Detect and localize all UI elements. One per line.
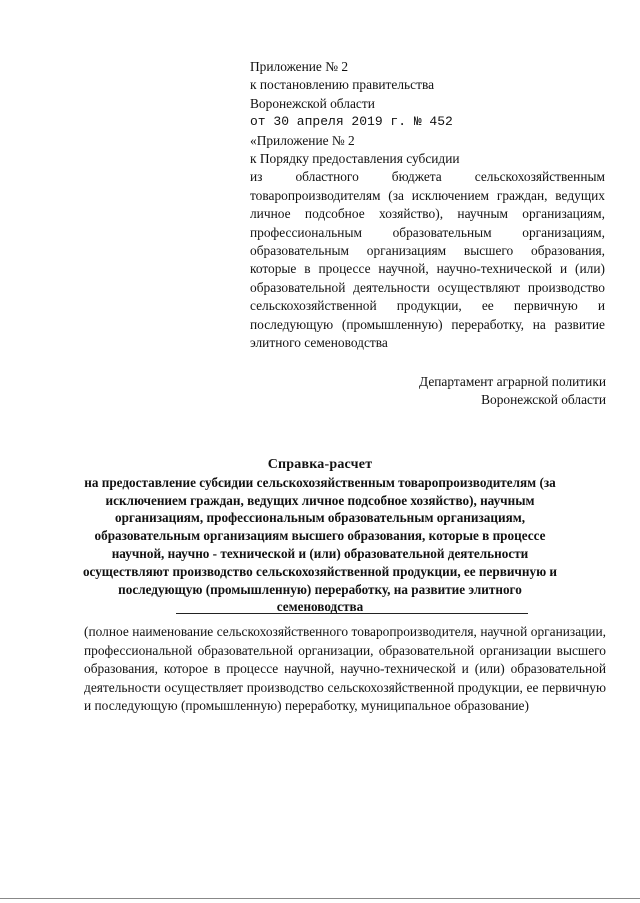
- appendix-header: [250, 58, 605, 353]
- page-bottom-edge: [0, 898, 640, 899]
- appendix-date-number: от 30 апреля 2019 г. № 452: [250, 114, 453, 130]
- appendix-procedure-ref: к Порядку предоставления субсидии: [250, 151, 460, 167]
- document-subtitle: на предоставление субсидии сельскохозяйственным товаропроизводителям (за исключением граждан, ведущих личное подсобное хозяйство), научным организациям, профессиональным образовательным организациям, образовательным организациям высшего образования, которые в процессе научной, научно - технической и (или) образовательной деятельности осуществляют производство сельскохозяйственной продукции, ее первичную и последующую (промышленную) переработку, на развитие элитного семеноводства: [82, 474, 558, 615]
- document-title-block: [82, 456, 558, 616]
- appendix-resolution-ref: к постановлению правительства: [250, 77, 435, 93]
- department-name: Департамент аграрной политики: [419, 374, 606, 389]
- document-title: Справка-расчет: [267, 457, 373, 472]
- appendix-region: Воронежской области: [250, 95, 375, 111]
- appendix-number: Приложение № 2: [250, 59, 349, 74]
- appendix-quote-number: «Приложение № 2: [250, 132, 355, 148]
- fill-in-line: [176, 613, 528, 614]
- department-block: [306, 373, 606, 408]
- department-region: Воронежской области: [481, 391, 606, 407]
- appendix-body: из областного бюджета сельскохозяйственным товаропроизводителям (за исключением граждан, ведущих личное подсобное хозяйство), научным организациям, профессиональным образовательным организациям, образовательным организациям высшего образования, которые в процессе научной, научно-технической и (или) образовательной деятельности осуществляют производство сельскохозяйственной продукции, ее первичную и последующую (промышленную) переработку, на развитие элитного семеноводства: [250, 169, 605, 351]
- fill-in-caption: (полное наименование сельскохозяйственного товаропроизводителя, научной организации, профессиональной образовательной организации, образовательной организации высшего образования, которое в процессе научной, научно-технической и (или) образовательной деятельности осуществляет производство сельскохозяйственной продукции, ее первичную и последующую (промышленную) переработку, муниципальное образование): [84, 624, 606, 713]
